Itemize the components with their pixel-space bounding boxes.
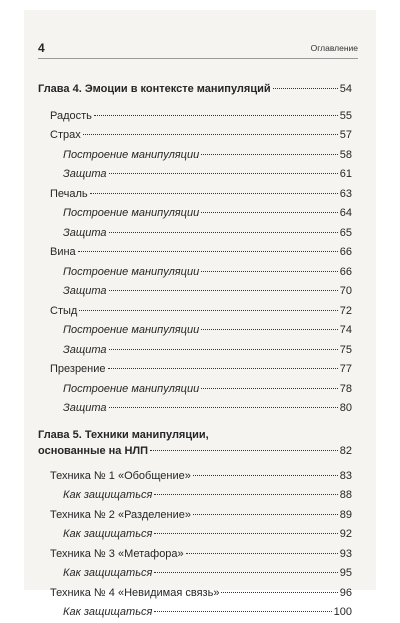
toc-leader-dots — [186, 553, 338, 554]
toc-leader-dots — [154, 572, 337, 573]
toc-subentry — [38, 165, 352, 185]
toc-leader-dots — [78, 251, 338, 252]
toc-leader-dots — [221, 592, 337, 593]
toc-subentry — [38, 525, 352, 545]
toc-page-number: 89 — [339, 508, 352, 521]
toc-subentry-title: Как защищаться — [63, 528, 153, 540]
toc-leader-dots — [109, 232, 338, 233]
toc-subentry — [38, 380, 352, 400]
toc-chapter-title: Глава 4. Эмоции в контексте манипуляций — [38, 83, 271, 95]
toc-entry — [38, 126, 352, 146]
toc-subentry-title: Построение манипуляции — [63, 207, 200, 219]
toc-page-number: 64 — [339, 207, 352, 219]
toc-subentry — [38, 341, 352, 361]
toc-chapter-5 — [38, 427, 352, 460]
toc-entry — [38, 302, 352, 322]
toc-subentry — [38, 263, 352, 283]
toc-leader-dots — [154, 494, 337, 495]
toc-leader-dots — [94, 115, 338, 116]
toc-subentry-title: Как защищаться — [63, 567, 153, 579]
toc-subentry — [38, 564, 352, 584]
toc-leader-dots — [193, 514, 338, 515]
toc-leader-dots — [273, 88, 338, 89]
toc-leader-dots — [109, 173, 338, 174]
toc-subentry-title: Построение манипуляции — [63, 148, 200, 161]
toc-leader-dots — [201, 388, 338, 389]
toc-entry-title: Стыд — [50, 304, 78, 317]
book-page — [24, 10, 376, 618]
toc-subentry-title: Защита — [63, 343, 107, 356]
toc-subentry — [38, 224, 352, 244]
toc-page-number: 72 — [339, 304, 352, 317]
table-of-contents — [38, 80, 352, 623]
toc-entry-title: Презрение — [50, 363, 106, 375]
toc-leader-dots — [201, 271, 338, 272]
toc-page-number: 77 — [339, 363, 352, 375]
toc-page-number: 78 — [339, 382, 352, 395]
toc-page-number: 58 — [339, 148, 352, 161]
toc-entry — [38, 506, 352, 526]
toc-subentry-title: Защита — [63, 168, 107, 180]
toc-subentry-title: Построение манипуляции — [63, 265, 200, 278]
toc-page-number: 93 — [339, 547, 352, 560]
toc-subentry-title: Защита — [63, 226, 107, 239]
toc-page-number: 88 — [339, 489, 352, 501]
toc-subentry-title: Защита — [63, 402, 107, 414]
toc-page-number: 66 — [339, 265, 352, 278]
toc-page-number: 96 — [339, 586, 352, 599]
section-title: Оглавление — [310, 43, 358, 53]
toc-subentry — [38, 321, 352, 341]
toc-page-number: 100 — [333, 606, 352, 618]
toc-subentry — [38, 282, 352, 302]
toc-page-number: 80 — [339, 402, 352, 414]
toc-page-number: 65 — [339, 226, 352, 239]
toc-entry-title: Страх — [50, 129, 81, 141]
toc-entry — [38, 243, 352, 263]
page-number: 4 — [38, 41, 45, 55]
toc-chapter-4 — [38, 80, 352, 100]
toc-page-number: 82 — [339, 444, 352, 457]
toc-chapter-title-line — [38, 443, 352, 460]
toc-page-number: 54 — [339, 83, 352, 95]
toc-subentry — [38, 486, 352, 506]
toc-page-number: 66 — [339, 246, 352, 258]
toc-subentry-title: Как защищаться — [63, 606, 153, 618]
toc-entry — [38, 360, 352, 380]
toc-entry-title: Печаль — [50, 187, 88, 200]
toc-entry — [38, 545, 352, 565]
toc-leader-dots — [201, 212, 338, 213]
toc-page-number: 95 — [339, 567, 352, 579]
toc-leader-dots — [108, 368, 338, 369]
toc-leader-dots — [79, 310, 337, 311]
toc-leader-dots — [154, 533, 337, 534]
toc-page-number: 63 — [339, 187, 352, 200]
toc-entry — [38, 185, 352, 205]
toc-subentry-title: Построение манипуляции — [63, 324, 200, 336]
toc-page-number: 83 — [339, 469, 352, 482]
toc-entry-title: Вина — [50, 246, 76, 258]
toc-leader-dots — [83, 134, 338, 135]
toc-leader-dots — [109, 407, 338, 408]
toc-leader-dots — [193, 475, 338, 476]
running-header — [38, 42, 358, 59]
toc-entry — [38, 107, 352, 127]
toc-page-number: 61 — [339, 168, 352, 180]
toc-leader-dots — [154, 611, 331, 612]
toc-leader-dots — [150, 450, 338, 451]
toc-leader-dots — [201, 329, 338, 330]
toc-page-number: 75 — [339, 343, 352, 356]
toc-entry — [38, 467, 352, 487]
toc-subentry — [38, 603, 352, 623]
toc-page-number: 74 — [339, 324, 352, 336]
toc-subentry — [38, 146, 352, 166]
toc-page-number: 57 — [339, 129, 352, 141]
toc-leader-dots — [109, 290, 338, 291]
toc-page-number: 55 — [339, 109, 352, 122]
toc-leader-dots — [90, 193, 338, 194]
toc-entry-title: Радость — [50, 109, 92, 122]
toc-subentry — [38, 204, 352, 224]
toc-entry-title: Техника № 4 «Невидимая связь» — [50, 586, 220, 599]
toc-page-number: 92 — [339, 528, 352, 540]
toc-chapter-title: основанные на НЛП — [38, 444, 149, 457]
toc-entry-title: Техника № 2 «Разделение» — [50, 508, 192, 521]
toc-page-number: 70 — [339, 285, 352, 297]
toc-subentry — [38, 399, 352, 419]
toc-entry — [38, 584, 352, 604]
toc-subentry-title: Построение манипуляции — [63, 382, 200, 395]
toc-leader-dots — [201, 154, 338, 155]
toc-subentry-title: Защита — [63, 285, 107, 297]
toc-chapter-title: Глава 5. Техники манипуляции, — [38, 428, 209, 441]
toc-leader-dots — [109, 349, 338, 350]
toc-subentry-title: Как защищаться — [63, 489, 153, 501]
toc-entry-title: Техника № 1 «Обобщение» — [50, 469, 191, 482]
toc-entry-title: Техника № 3 «Метафора» — [50, 547, 184, 560]
